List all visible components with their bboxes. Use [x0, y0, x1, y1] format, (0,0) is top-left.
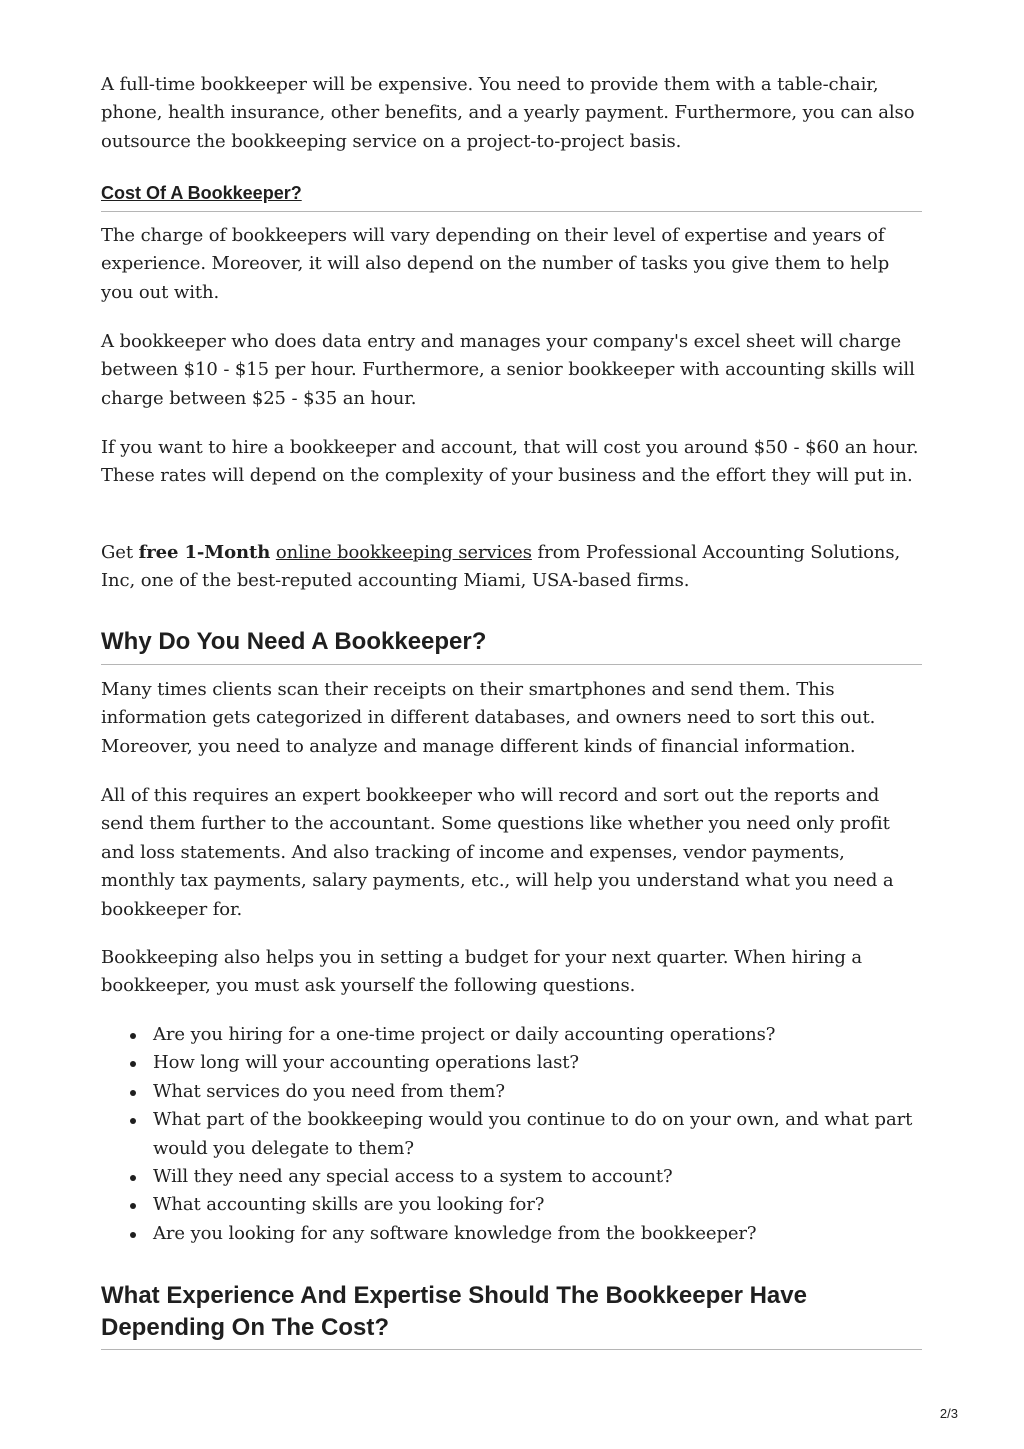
questions-list: [101, 1021, 922, 1248]
bullet-icon: [130, 1090, 136, 1096]
list-item-text: What accounting skills are you looking for?: [153, 1194, 545, 1216]
list-item: [101, 1163, 922, 1191]
list-item: [101, 1078, 922, 1106]
cta-prefix: Get: [101, 542, 139, 563]
list-item: [101, 1220, 922, 1248]
cta-paragraph: [101, 539, 922, 596]
why-paragraph-3: Bookkeeping also helps you in setting a budget for your next quarter. When hiring a bookkeeper, you must ask yourself the following questions.: [101, 947, 863, 997]
bullet-icon: [130, 1203, 136, 1209]
list-item-text: How long will your accounting operations last?: [153, 1052, 579, 1074]
list-item-text: Will they need any special access to a system to account?: [153, 1166, 673, 1188]
list-item: [101, 1021, 922, 1049]
experience-heading: What Experience And Expertise Should The Bookkeeper Have Depending On The Cost?: [101, 1282, 807, 1341]
page-number: 2/3: [939, 1406, 958, 1421]
why-heading-divider: [101, 664, 922, 665]
list-item-text: Are you looking for any software knowledge from the bookkeeper?: [153, 1222, 757, 1244]
why-paragraph-1: Many times clients scan their receipts on their smartphones and send them. This information gets categorized in different databases, and owners need to sort this out. Moreover, you need to analyze and manage different kinds of financial information.: [101, 679, 876, 757]
cost-heading-divider: [101, 211, 922, 212]
bullet-icon: [130, 1232, 136, 1238]
cta-suffix: from Professional Accounting Solutions, Inc, one of the best-reputed accounting Miami, USA-based firms.: [101, 542, 901, 592]
cost-paragraph-3: If you want to hire a bookkeeper and account, that will cost you around $50 - $60 an hour. These rates will depend on the complexity of your business and the effort they will put in.: [101, 437, 919, 487]
cost-paragraph-2: A bookkeeper who does data entry and manages your company's excel sheet will charge between $10 - $15 per hour. Furthermore, a senior bookkeeper with accounting skills will charge between $25 - $35 an hour.: [101, 331, 915, 409]
list-item: [101, 1191, 922, 1219]
cta-bold: free 1-Month: [138, 542, 271, 563]
why-paragraph-2: All of this requires an expert bookkeeper who will record and sort out the reports and send them further to the accountant. Some questions like whether you need only profit and loss statements. And also tracking of income and expenses, vendor payments, monthly tax payments, salary payments, etc., will help you understand what you need a bookkeeper for.: [101, 785, 894, 920]
cost-paragraph-1: The charge of bookkeepers will vary depending on their level of expertise and years of experience. Moreover, it will also depend on the number of tasks you give them to help you out with.: [101, 225, 890, 303]
list-item: [101, 1106, 922, 1163]
bullet-icon: [130, 1061, 136, 1067]
why-heading: Why Do You Need A Bookkeeper?: [101, 628, 487, 655]
list-item-text: What services do you need from them?: [153, 1080, 505, 1102]
online-bookkeeping-link[interactable]: online bookkeeping services: [275, 542, 532, 563]
bullet-icon: [130, 1118, 136, 1124]
experience-heading-divider: [101, 1349, 922, 1350]
list-item-text: Are you hiring for a one-time project or daily accounting operations?: [153, 1024, 776, 1045]
list-item-text: What part of the bookkeeping would you continue to do on your own, and what part would you delegate to them?: [153, 1109, 913, 1159]
bullet-icon: [130, 1175, 136, 1181]
list-item: [101, 1049, 922, 1077]
intro-paragraph: A full-time bookkeeper will be expensive. You need to provide them with a table-chair, phone, health insurance, other benefits, and a yearly payment. Furthermore, you can also outsource the bookkeeping service on a project-to-project basis.: [101, 74, 915, 152]
cost-heading: Cost Of A Bookkeeper?: [101, 183, 302, 203]
bullet-icon: [130, 1033, 136, 1039]
